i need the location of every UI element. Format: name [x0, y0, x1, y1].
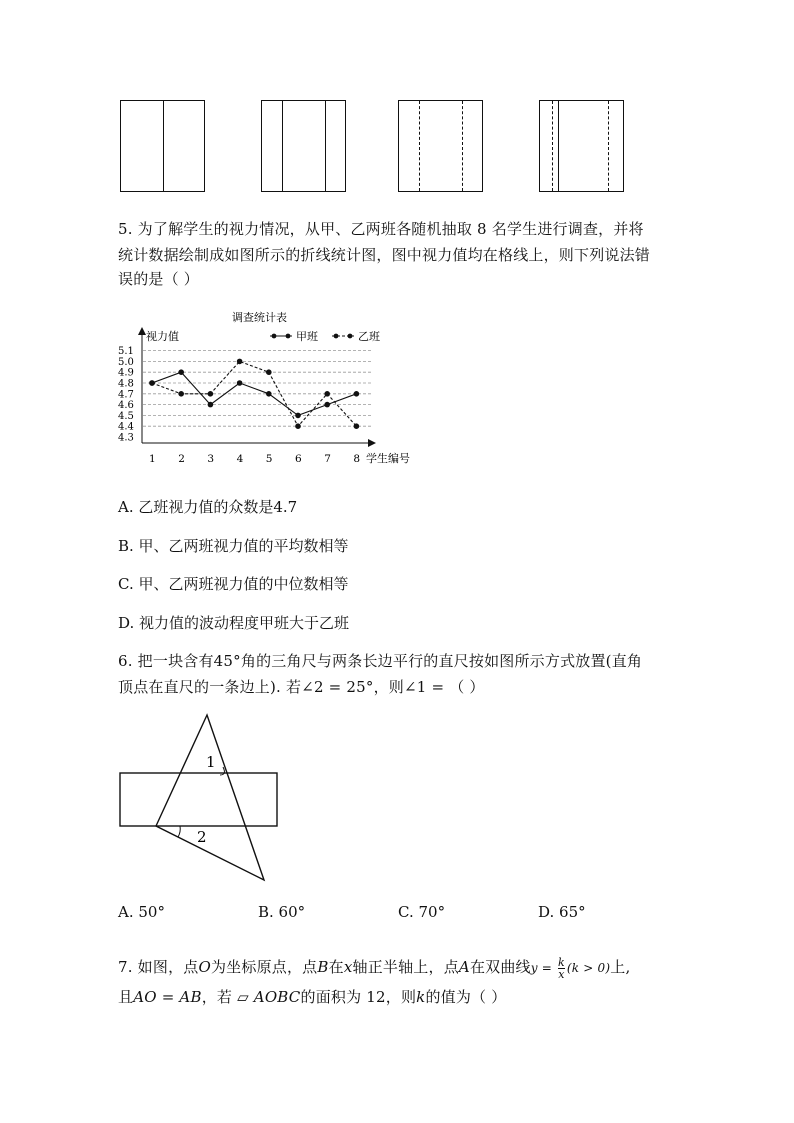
- q7-text: 的面积为 12，则: [300, 988, 417, 1006]
- q7-text: 在双曲线: [469, 958, 531, 976]
- q6-option-d[interactable]: D. 65°: [538, 903, 586, 921]
- x-tick-label: 3: [207, 453, 215, 465]
- hyperbola-fraction: [558, 957, 565, 980]
- q7-text: 在: [328, 958, 344, 976]
- x-tick-label: 2: [178, 453, 185, 465]
- x-symbol: x: [343, 958, 353, 976]
- data-point: [324, 391, 330, 397]
- fold-line: [325, 101, 326, 191]
- legend-marker: [348, 334, 353, 339]
- fraction-numerator: k: [558, 955, 565, 969]
- set-square: [156, 715, 264, 880]
- y-tick-label: 4.5: [118, 410, 134, 422]
- q7-text: 上,: [610, 958, 631, 976]
- q5-stem-line-3: 误的是（ ）: [118, 270, 199, 288]
- legend-marker: [286, 334, 291, 339]
- data-point: [237, 359, 243, 365]
- data-point: [295, 413, 301, 419]
- q7-text: 且: [118, 988, 134, 1006]
- triangle-ruler-figure: [110, 705, 290, 890]
- data-point: [237, 380, 243, 386]
- fold-line: [558, 101, 559, 191]
- q7-stem-line-1: [118, 956, 630, 980]
- y-tick-label: 4.9: [118, 367, 134, 379]
- fold-line: [282, 101, 283, 191]
- data-point: [208, 402, 214, 408]
- x-tick-label: 5: [265, 453, 273, 465]
- y-axis-label: 视力值: [146, 330, 179, 343]
- fraction-denominator: x: [558, 967, 565, 981]
- angle-1-arc: [220, 767, 224, 775]
- data-point: [208, 391, 214, 397]
- q5-stem-line-1: 5. 为了解学生的视力情况，从甲、乙两班各随机抽取 8 名学生进行调查，并将: [118, 220, 644, 238]
- q6-option-b[interactable]: B. 60°: [258, 903, 306, 921]
- k-symbol: k: [416, 988, 426, 1006]
- vision-line-chart: [110, 305, 430, 475]
- ruler: [120, 773, 277, 826]
- x-tick-label: 7: [324, 453, 331, 465]
- q5-stem-line-2: 统计数据绘制成如图所示的折线统计图，图中视力值均在格线上，则下列说法错: [118, 246, 651, 264]
- q7-text: 轴正半轴上，点: [352, 958, 459, 976]
- x-tick-label: 1: [149, 453, 156, 465]
- point-o: O: [198, 958, 211, 976]
- data-point: [266, 391, 272, 397]
- fold-dashed-line: [419, 101, 420, 191]
- parallelogram-name: AOBC: [253, 988, 301, 1006]
- fold-figure-1: [120, 100, 205, 192]
- q6-stem-line-2: 顶点在直尺的一条边上). 若∠2 = 25°，则∠1 = （ ）: [118, 678, 485, 696]
- q5-option-c[interactable]: C. 甲、乙两班视力值的中位数相等: [118, 575, 349, 593]
- x-axis-arrow: [368, 439, 376, 447]
- angle-2-label: 2: [197, 828, 207, 846]
- chart-title: 调查统计表: [232, 311, 287, 324]
- y-tick-label: 4.3: [118, 432, 134, 444]
- fold-dashed-line: [552, 101, 553, 191]
- q7-text: ，若 ▱: [201, 988, 254, 1006]
- data-point: [354, 423, 360, 429]
- y-tick-label: 4.7: [118, 389, 134, 401]
- y-tick-label: 4.8: [118, 378, 134, 390]
- legend-marker: [334, 334, 339, 339]
- fold-figure-2: [261, 100, 346, 192]
- k-condition: (k > 0): [566, 961, 611, 975]
- y-axis-arrow: [138, 327, 146, 335]
- q7-text: 的值为（ ）: [425, 988, 507, 1006]
- fold-figure-3: [398, 100, 483, 192]
- y-tick-label: 4.4: [118, 421, 134, 433]
- ao-eq-ab: AO = AB: [133, 988, 202, 1006]
- q7-text: 为坐标原点，点: [210, 958, 318, 976]
- fold-figure-4: [539, 100, 624, 192]
- data-point: [178, 391, 184, 397]
- fold-dashed-line: [462, 101, 463, 191]
- legend-marker: [272, 334, 277, 339]
- q6-option-a[interactable]: A. 50°: [118, 903, 165, 921]
- point-a: A: [458, 958, 470, 976]
- legend-label: 甲班: [296, 330, 318, 343]
- y-tick-label: 4.6: [118, 400, 134, 412]
- x-axis-label: 学生编号: [366, 452, 410, 465]
- data-point: [149, 380, 155, 386]
- q5-option-d[interactable]: D. 视力值的波动程度甲班大于乙班: [118, 614, 350, 632]
- data-point: [266, 369, 272, 375]
- y-tick-label: 5.1: [118, 346, 134, 358]
- x-tick-label: 4: [236, 453, 244, 465]
- legend-label: 乙班: [358, 330, 380, 343]
- hyperbola-y: y =: [530, 961, 557, 975]
- q7-stem-line-2: [118, 986, 506, 1007]
- data-point: [354, 391, 360, 397]
- q6-stem-line-1: 6. 把一块含有45°角的三角尺与两条长边平行的直尺按如图所示方式放置(直角: [118, 652, 643, 670]
- fold-line: [163, 101, 164, 191]
- q5-option-b[interactable]: B. 甲、乙两班视力值的平均数相等: [118, 537, 349, 555]
- angle-2-arc: [178, 826, 180, 837]
- q5-option-a[interactable]: A. 乙班视力值的众数是4.7: [118, 498, 298, 516]
- data-point: [178, 369, 184, 375]
- data-point: [295, 423, 301, 429]
- x-tick-label: 8: [353, 453, 361, 465]
- q7-text: 7. 如图，点: [118, 958, 199, 976]
- point-b: B: [317, 958, 329, 976]
- fold-dashed-line: [608, 101, 609, 191]
- angle-1-label: 1: [206, 753, 216, 771]
- data-point: [324, 402, 330, 408]
- y-tick-label: 5.0: [118, 356, 134, 368]
- x-tick-label: 6: [295, 453, 302, 465]
- q6-option-c[interactable]: C. 70°: [398, 903, 446, 921]
